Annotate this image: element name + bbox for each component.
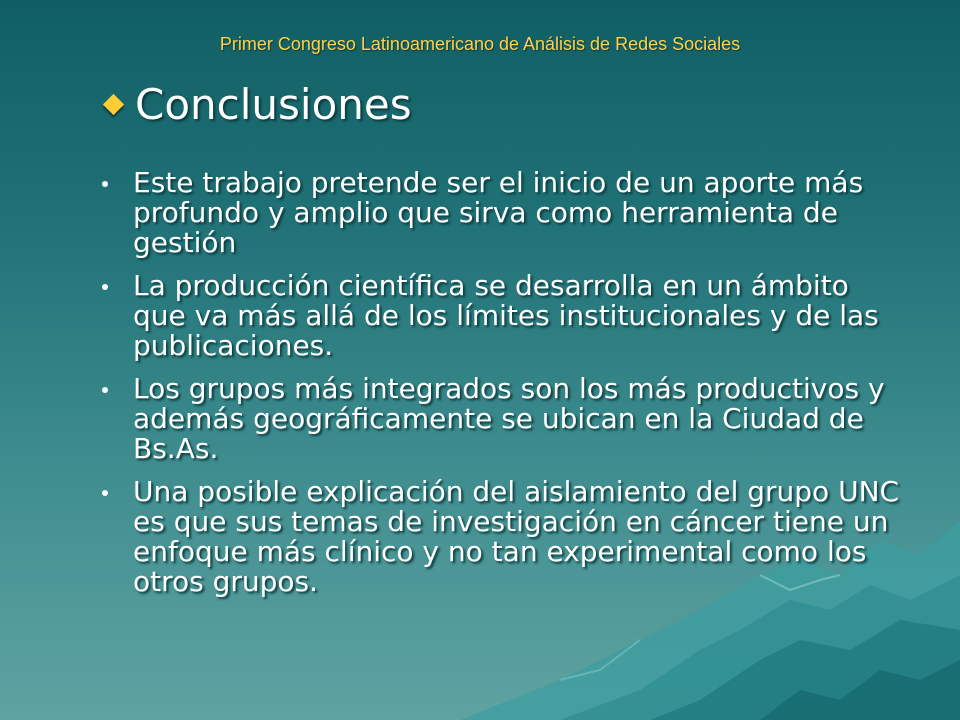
bullet-text: Este trabajo pretende ser el inicio de un aporte más profundo y amplio que sirva como herramienta de gestión xyxy=(133,166,864,259)
diamond-bullet-icon xyxy=(103,94,124,115)
slide-title-text: Conclusiones xyxy=(135,80,412,129)
bullet-list xyxy=(100,168,900,610)
bullet-text: La producción científica se desarrolla en un ámbito que va más allá de los límites institucionales y de las publicaciones. xyxy=(133,269,879,362)
bullet-dot-icon xyxy=(102,387,108,393)
bullet-item xyxy=(100,477,900,597)
bullet-text: Una posible explicación del aislamiento del grupo UNC es que sus temas de investigación en cáncer tiene un enfoque más clínico y no tan experimental como los otros grupos. xyxy=(133,475,900,598)
bullet-dot-icon xyxy=(102,490,108,496)
bullet-item xyxy=(100,168,900,258)
slide-title xyxy=(100,80,412,129)
bullet-dot-icon xyxy=(102,284,108,290)
presentation-header: Primer Congreso Latinoamericano de Análisis de Redes Sociales xyxy=(219,34,741,54)
bullet-item xyxy=(100,374,900,464)
bullet-item xyxy=(100,271,900,361)
bullet-text: Los grupos más integrados son los más productivos y además geográficamente se ubican en la Ciudad de Bs.As. xyxy=(133,372,885,465)
bullet-dot-icon xyxy=(102,181,108,187)
